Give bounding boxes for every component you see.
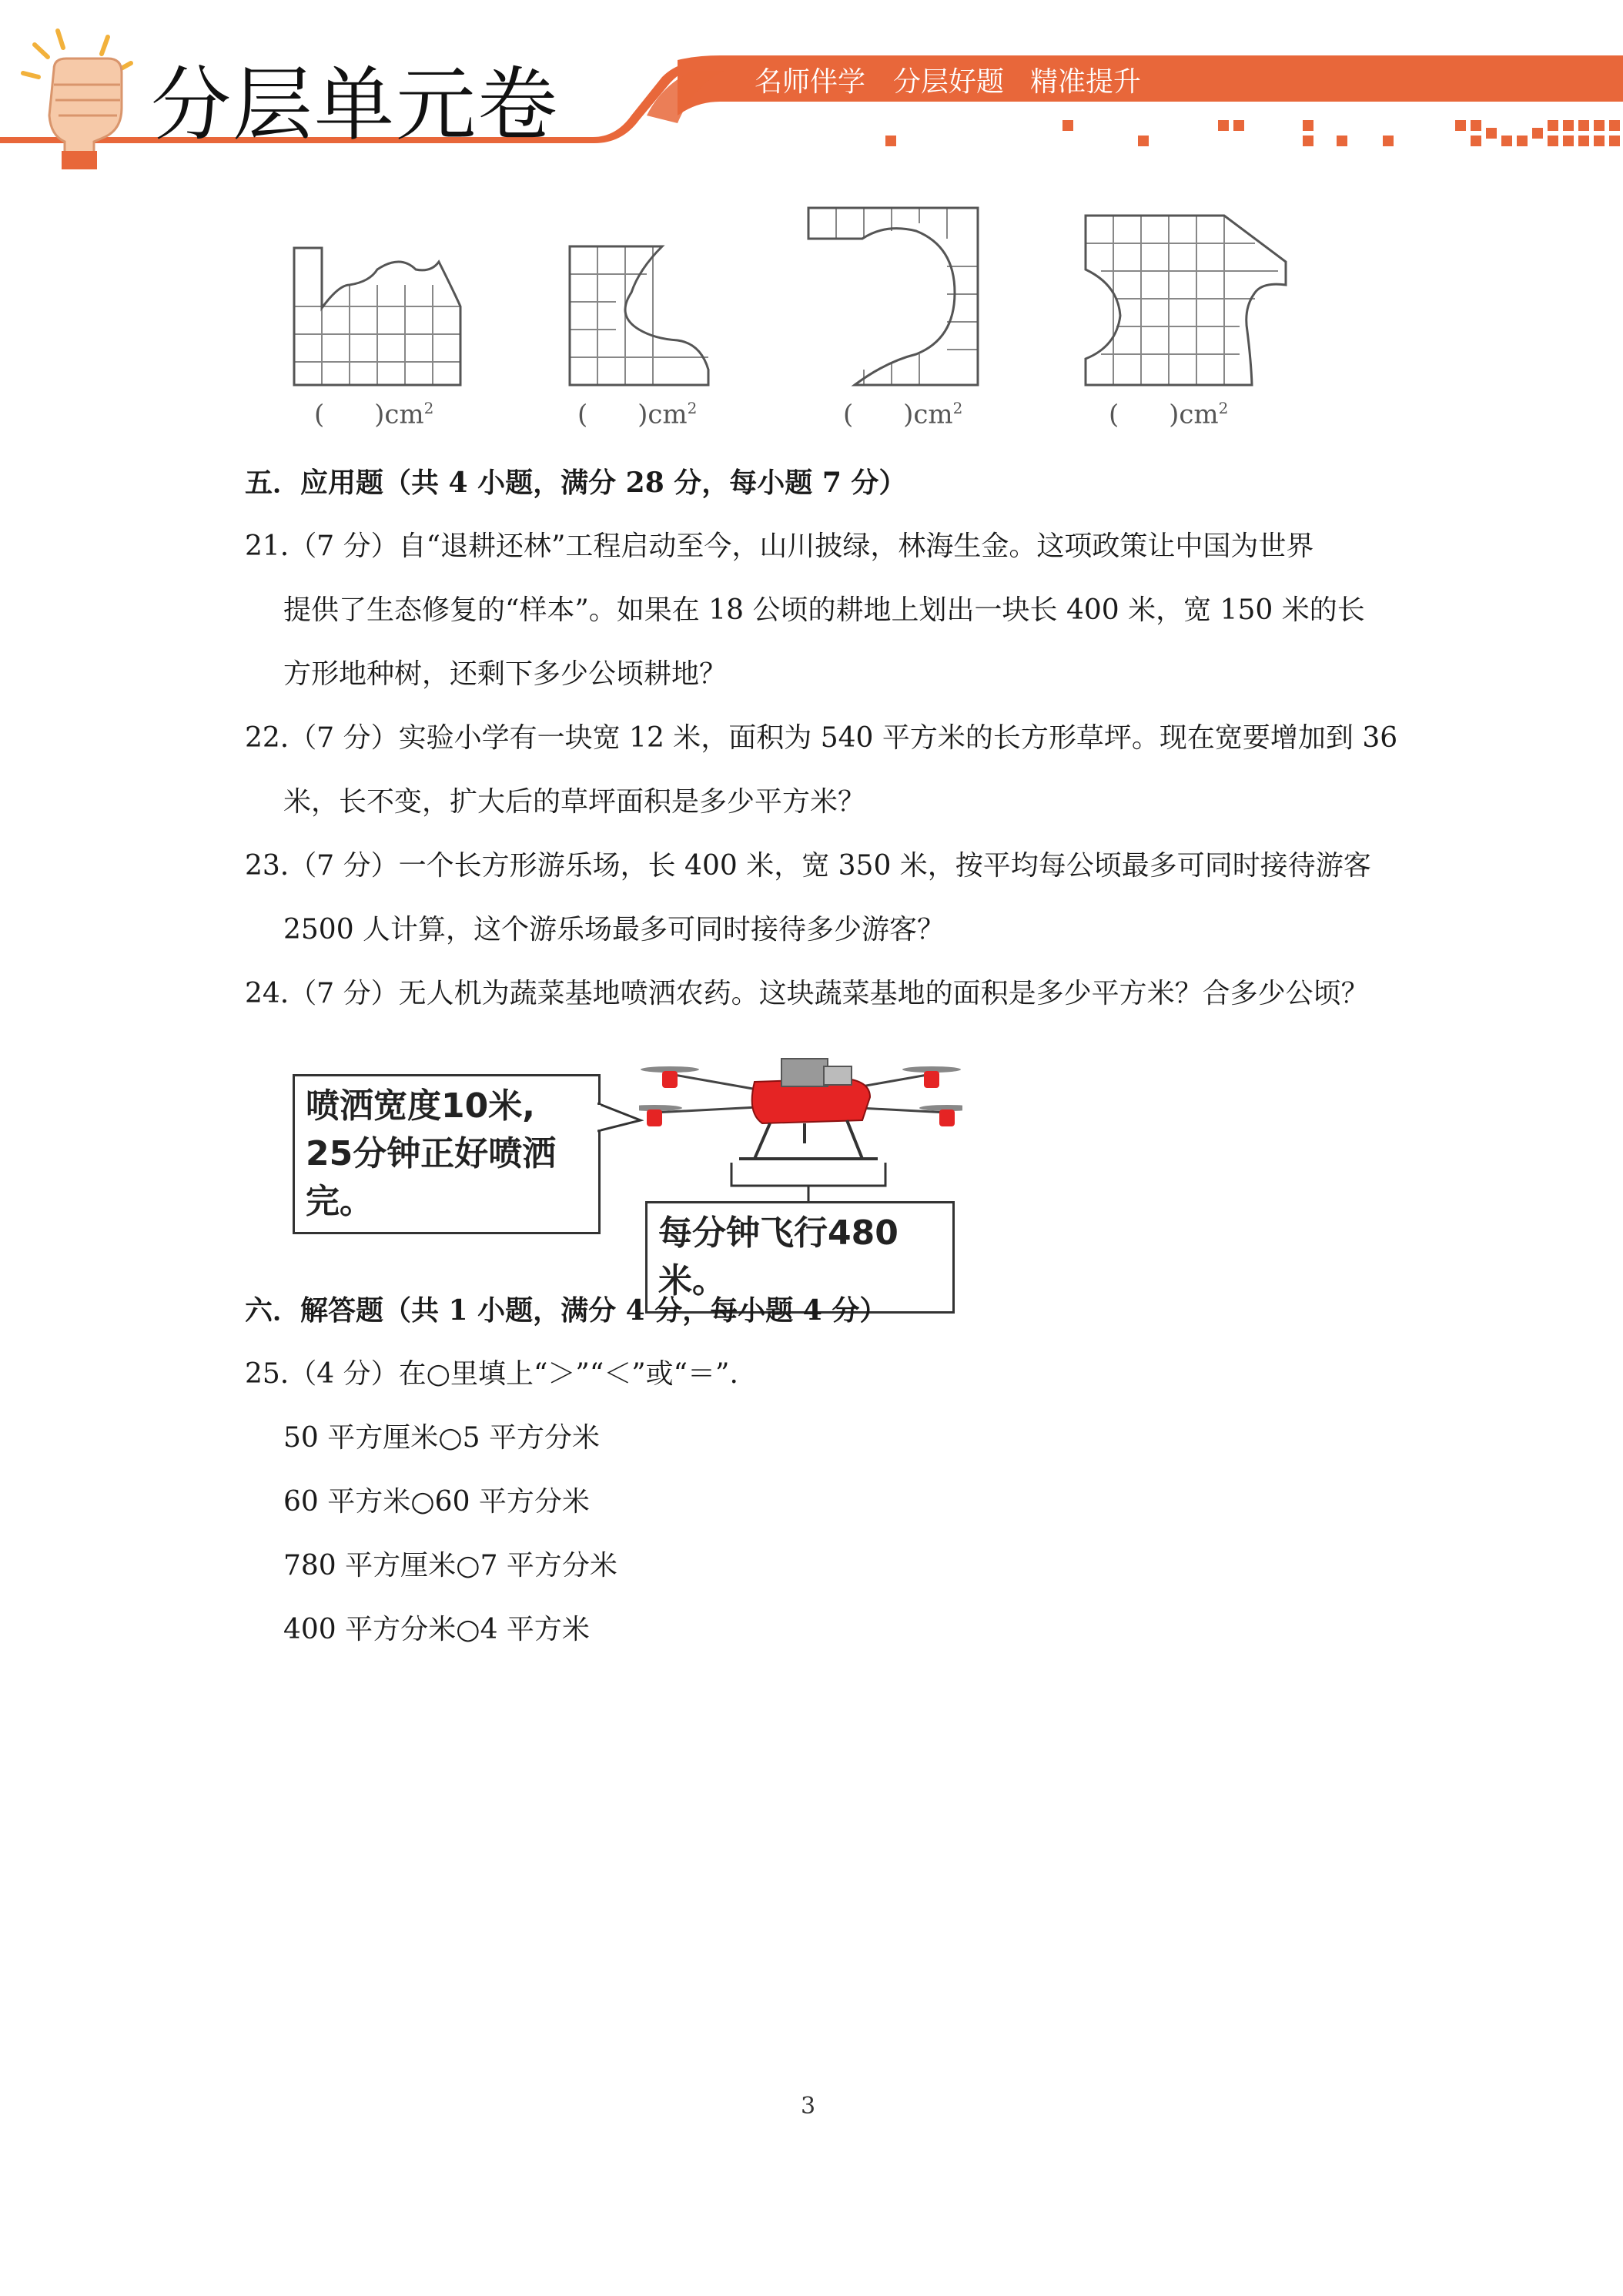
slogan-1: 名师伴学 bbox=[755, 66, 866, 98]
shape-4-answer-blank[interactable]: ( )$cm^2$ bbox=[1109, 399, 1229, 430]
compare-item-3: 780 平方厘米○7 平方分米 bbox=[283, 1550, 617, 1581]
page-number: 3 bbox=[801, 2093, 816, 2120]
grid-shape-1 bbox=[285, 239, 477, 393]
question-21-line-2: 提供了生态修复的“样本”。如果在 18 公顷的耕地上划出一块长 400 米，宽 150 米的长 bbox=[283, 594, 1365, 626]
question-25: 25.（4 分）在○里填上“＞”“＜”或“＝”. bbox=[245, 1358, 738, 1390]
section-6-heading: 六．解答题（共 1 小题，满分 4 分，每小题 4 分） bbox=[245, 1294, 888, 1327]
slogan-3: 精准提升 bbox=[1030, 66, 1142, 98]
slogan-2: 分层好题 bbox=[893, 66, 1005, 98]
question-21-line-1: 21.（7 分）自“退耕还林”工程启动至今，山川披绿，林海生金。这项政策让中国为世界 bbox=[245, 530, 1314, 562]
flight-speed-callout: 每分钟飞行480米。 bbox=[645, 1201, 955, 1314]
fist-icon bbox=[23, 31, 131, 169]
drone-figure bbox=[293, 1043, 986, 1300]
question-22-line-2: 米，长不变，扩大后的草坪面积是多少平方米？ bbox=[283, 786, 866, 818]
callout-pointer bbox=[597, 1097, 644, 1143]
header-dots bbox=[885, 120, 1620, 146]
shape-3-answer-blank[interactable]: ( )$cm^2$ bbox=[843, 399, 963, 430]
question-21-line-3: 方形地种树，还剩下多少公顷耕地？ bbox=[283, 658, 728, 690]
question-24: 24.（7 分）无人机为蔬菜基地喷洒农药。这块蔬菜基地的面积是多少平方米？合多少公顷？ bbox=[245, 978, 1369, 1009]
compare-item-4: 400 平方分米○4 平方米 bbox=[283, 1614, 590, 1645]
question-22-line-1: 22.（7 分）实验小学有一块宽 12 米，面积为 540 平方米的长方形草坪。现在宽要增加到 36 bbox=[245, 722, 1398, 754]
page-header bbox=[0, 0, 1623, 177]
grid-shapes-figure bbox=[277, 200, 1309, 447]
grid-shape-2 bbox=[562, 239, 724, 393]
section-5-heading: 五．应用题（共 4 小题，满分 28 分，每小题 7 分） bbox=[245, 467, 907, 499]
spray-width-callout bbox=[293, 1074, 601, 1234]
question-23-line-1: 23.（7 分）一个长方形游乐场，长 400 米，宽 350 米，按平均每公顷最多可同时接待游客 bbox=[245, 850, 1371, 882]
brand-title: 分层单元卷 bbox=[151, 58, 560, 152]
compare-item-2: 60 平方米○60 平方分米 bbox=[283, 1486, 590, 1518]
grid-shape-4 bbox=[1078, 208, 1301, 393]
shape-1-answer-blank[interactable]: ( )$cm^2$ bbox=[314, 399, 434, 430]
shape-2-answer-blank[interactable]: ( )$cm^2$ bbox=[577, 399, 698, 430]
drone-icon bbox=[639, 1043, 962, 1174]
callout-1-line-2: 25分钟正好喷洒完。 bbox=[306, 1134, 557, 1221]
question-23-line-2: 2500 人计算，这个游乐场最多可同时接待多少游客？ bbox=[283, 914, 945, 946]
compare-item-1: 50 平方厘米○5 平方分米 bbox=[283, 1422, 601, 1454]
callout-1-line-1: 喷洒宽度10米, bbox=[306, 1086, 535, 1126]
width-bracket bbox=[724, 1163, 893, 1201]
grid-shape-3 bbox=[801, 200, 993, 393]
